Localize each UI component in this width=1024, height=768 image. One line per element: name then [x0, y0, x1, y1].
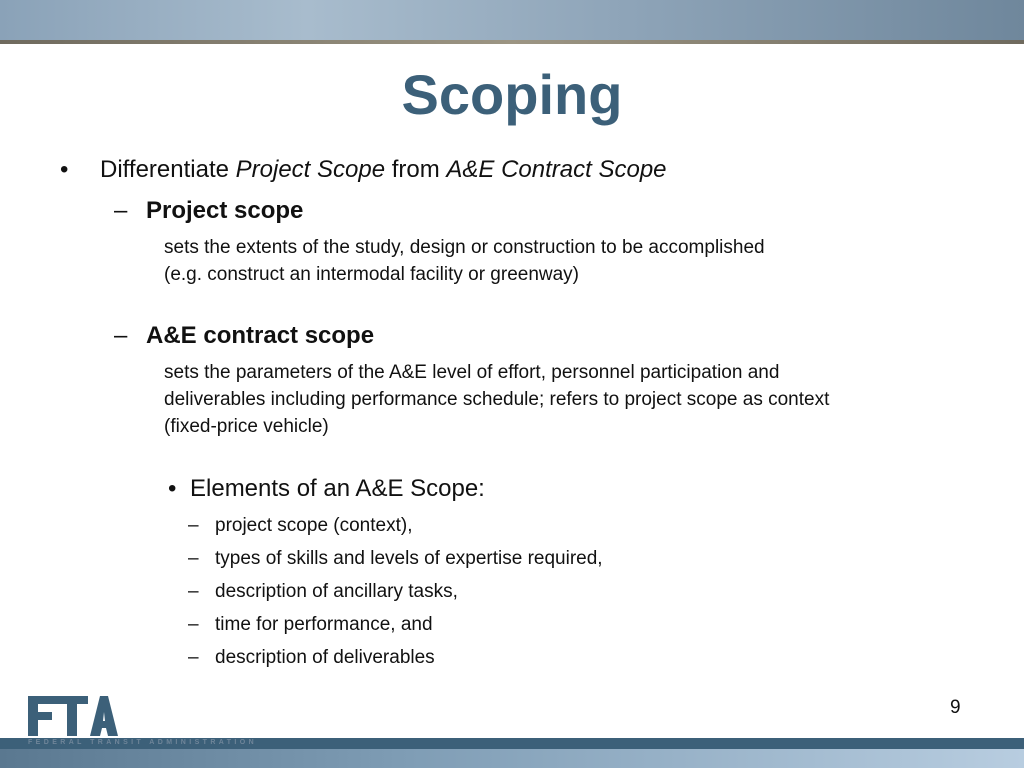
dash-icon: – — [188, 614, 199, 635]
bullet-icon: • — [168, 475, 177, 502]
fta-logo-icon — [26, 694, 118, 738]
list-item: – project scope (context), — [188, 512, 603, 545]
logo-subtitle: FEDERAL TRANSIT ADMINISTRATION — [28, 739, 258, 746]
bullet-icon: • — [60, 156, 69, 183]
dash-icon: – — [188, 548, 199, 569]
slide-title: Scoping — [401, 63, 623, 126]
list-item: – time for performance, and — [188, 611, 603, 644]
project-scope-description: sets the extents of the study, design or construction to be accomplished (e.g. construct an intermodal facility or greenway) — [164, 237, 765, 285]
elements-list — [188, 512, 603, 677]
page-number: 9 — [950, 697, 961, 718]
dash-icon: – — [188, 581, 199, 602]
fta-logo — [26, 694, 226, 744]
dash-icon: – — [114, 322, 128, 349]
list-item: – description of deliverables — [188, 644, 603, 677]
project-scope-heading: – Project scope — [114, 197, 304, 224]
dash-icon: – — [188, 515, 199, 536]
contract-scope-heading: – A&E contract scope — [114, 322, 375, 349]
list-item: – types of skills and levels of expertise required, — [188, 545, 603, 578]
dash-icon: – — [188, 647, 199, 668]
contract-scope-description: sets the parameters of the A&E level of effort, personnel participation and deliverables including performance schedule; refers to project scope as context (fixed-price vehicle) — [164, 362, 830, 437]
top-divider — [0, 40, 1024, 44]
top-banner — [0, 0, 1024, 40]
bottom-banner-gradient — [0, 749, 1024, 768]
intro-text: Differentiate Project Scope from A&E Contract Scope — [100, 156, 667, 183]
elements-heading: • Elements of an A&E Scope: — [168, 473, 485, 505]
list-item: – description of ancillary tasks, — [188, 578, 603, 611]
dash-icon: – — [114, 197, 128, 224]
